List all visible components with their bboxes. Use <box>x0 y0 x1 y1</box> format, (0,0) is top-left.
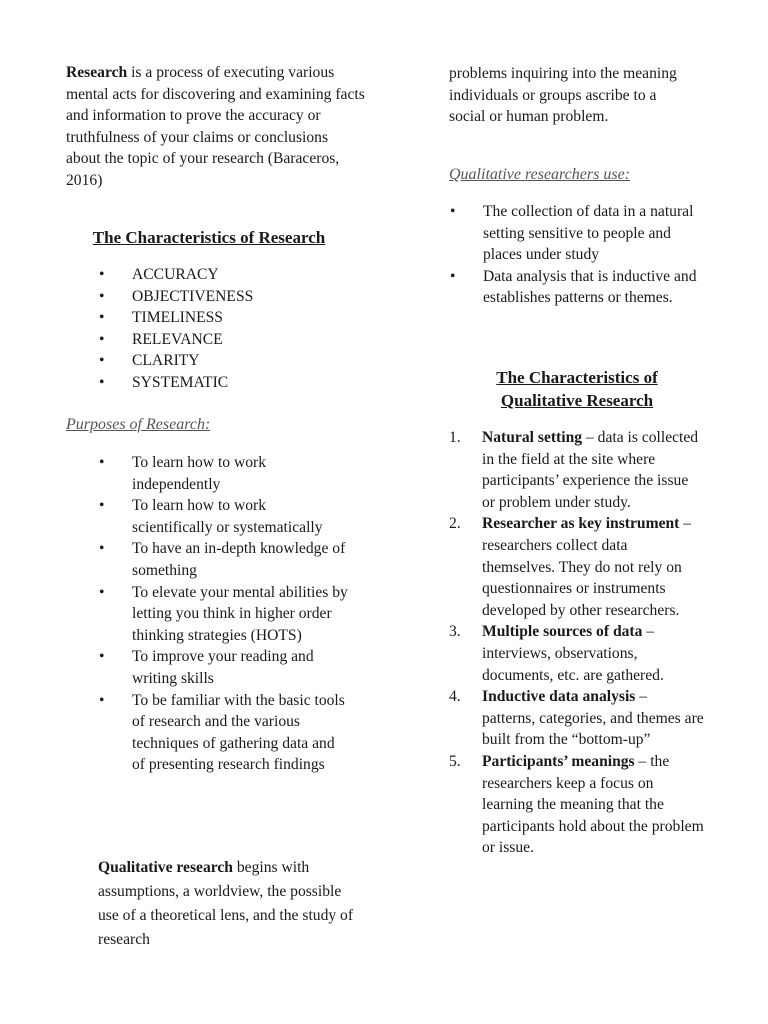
characteristics-heading-text: The Characteristics of Research <box>92 228 326 247</box>
item-number: 2. <box>449 515 461 533</box>
characteristic-item: • OBJECTIVENESS <box>99 286 359 308</box>
research-term: Research <box>66 64 128 81</box>
use-item: • Data analysis that is inductive and establishes patterns or themes. <box>450 266 705 309</box>
qualitative-characteristic-item <box>449 513 704 621</box>
research-definition-text: is a process of executing various mental acts for discovering and examining facts and information to prove the accuracy or truthfulness of your claims or conclusions about the topic of your research (Baraceros, 2016) <box>66 64 365 189</box>
qualitative-research-paragraph <box>98 856 360 952</box>
item-description: – researchers collect data themselves. They do not rely on questionnaires or instruments developed by other researchers. <box>482 515 692 619</box>
purpose-item: • To elevate your mental abilities by letting you think in higher order thinking strategies (HOTS) <box>99 582 349 647</box>
qualitative-research-text: begins with assumptions, a worldview, the possible use of a theoretical lens, and the study of research <box>98 859 354 948</box>
purpose-item: • To improve your reading and writing skills <box>99 646 349 689</box>
characteristics-list <box>99 264 359 394</box>
characteristic-item: • ACCURACY <box>99 264 359 286</box>
characteristic-item: • TIMELINESS <box>99 307 359 329</box>
research-definition <box>66 62 366 192</box>
purpose-item: • To learn how to work scientifically or systematically <box>99 495 349 538</box>
use-item: • The collection of data in a natural setting sensitive to people and places under study <box>450 201 705 266</box>
uses-list <box>450 201 705 309</box>
qualitative-characteristics-list <box>449 427 704 859</box>
qualitative-heading-line1: The Characteristics of <box>496 368 658 387</box>
characteristics-heading <box>66 226 352 249</box>
item-number: 4. <box>449 688 461 706</box>
qualitative-heading-line2: Qualitative Research <box>500 391 654 410</box>
continuation-paragraph: problems inquiring into the meaning individuals or groups ascribe to a social or human problem. <box>449 65 677 126</box>
item-description: – data is collected in the field at the site where participants’ experience the issue or problem under study. <box>482 429 699 511</box>
item-number: 5. <box>449 752 461 770</box>
item-term: Natural setting <box>482 429 583 446</box>
purposes-list <box>99 452 349 776</box>
characteristic-item: • CLARITY <box>99 350 359 372</box>
item-term: Multiple sources of data <box>482 623 643 641</box>
uses-heading: Qualitative researchers use: <box>449 166 630 183</box>
qualitative-characteristic-item <box>449 751 704 859</box>
qualitative-characteristic-item <box>449 686 704 751</box>
item-description: – the researchers keep a focus on learning the meaning that the participants hold about the problem or issue. <box>482 752 704 857</box>
item-description: – patterns, categories, and themes are built from the “bottom-up” <box>482 688 704 749</box>
qualitative-characteristic-item <box>449 621 704 686</box>
purposes-heading: Purposes of Research: <box>66 416 211 433</box>
qualitative-research-term: Qualitative research <box>98 859 233 876</box>
qualitative-characteristic-item <box>449 427 704 513</box>
item-number: 3. <box>449 623 461 641</box>
item-description: – interviews, observations, documents, etc. are gathered. <box>482 623 664 684</box>
item-term: Researcher as key instrument <box>482 515 680 533</box>
item-number: 1. <box>449 429 461 446</box>
purpose-item: • To learn how to work independently <box>99 452 349 495</box>
qualitative-characteristics-heading <box>449 366 705 412</box>
item-term: Participants’ meanings <box>482 752 635 770</box>
purpose-item: • To be familiar with the basic tools of research and the various techniques of gathering data and of presenting research findings <box>99 690 349 776</box>
characteristic-item: • SYSTEMATIC <box>99 372 359 394</box>
characteristic-item: • RELEVANCE <box>99 329 359 351</box>
purpose-item: • To have an in-depth knowledge of something <box>99 538 349 581</box>
item-term: Inductive data analysis <box>482 688 636 706</box>
